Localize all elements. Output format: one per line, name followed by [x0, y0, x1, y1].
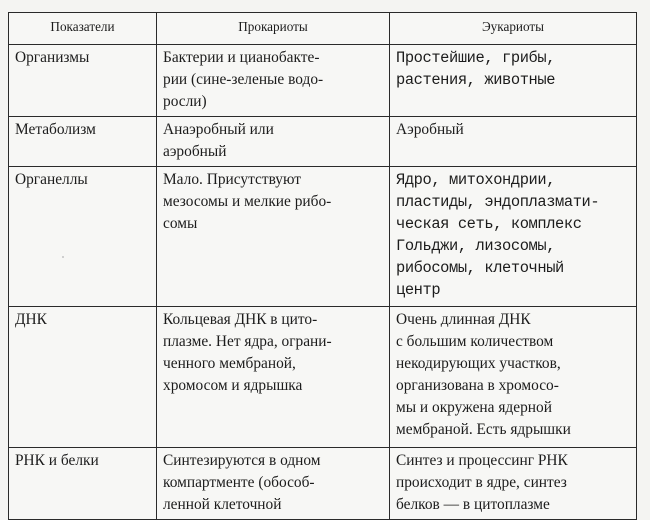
eukaryotes-cell: Синтез и процессинг РНК происходит в ядре, синтез белков — в цитоплазме — [390, 448, 637, 520]
prokaryotes-cell: Синтезируются в одном компартменте (обособ- ленной клеточной — [157, 448, 390, 520]
eukaryotes-cell: Очень длинная ДНК с большим количеством некодирующих участков, организована в хромосо- мы и окружена ядерной мембраной. Есть ядрышки — [390, 307, 637, 448]
eukaryotes-cell: Простейшие, грибы, растения, животные — [390, 45, 637, 117]
header-prokaryotes: Прокариоты — [157, 13, 390, 45]
table-row — [9, 448, 637, 520]
table-row — [9, 45, 637, 117]
row-label: Метаболизм — [9, 117, 157, 167]
prokaryotes-cell: Анаэробный или аэробный — [157, 117, 390, 167]
table-row — [9, 117, 637, 167]
comparison-table — [8, 12, 637, 520]
table-row — [9, 167, 637, 307]
header-indicators: Показатели — [9, 13, 157, 45]
table-row — [9, 307, 637, 448]
row-label: Органеллы — [9, 167, 157, 307]
eukaryotes-cell: Аэробный — [390, 117, 637, 167]
eukaryotes-cell: Ядро, митохондрии, пластиды, эндоплазмати- ческая сеть, комплекс Гольджи, лизосомы, рибосомы, клеточный центр — [390, 167, 637, 307]
table-header-row — [9, 13, 637, 45]
header-eukaryotes: Эукариоты — [390, 13, 637, 45]
row-label: РНК и белки — [9, 448, 157, 520]
scan-speck — [62, 256, 64, 258]
prokaryotes-cell: Мало. Присутствуют мезосомы и мелкие рибо- сомы — [157, 167, 390, 307]
row-label: Организмы — [9, 45, 157, 117]
row-label: ДНК — [9, 307, 157, 448]
prokaryotes-cell: Бактерии и цианобакте- рии (сине-зеленые водо- росли) — [157, 45, 390, 117]
prokaryotes-cell: Кольцевая ДНК в цито- плазме. Нет ядра, ограни- ченного мембраной, хромосом и ядрышка — [157, 307, 390, 448]
